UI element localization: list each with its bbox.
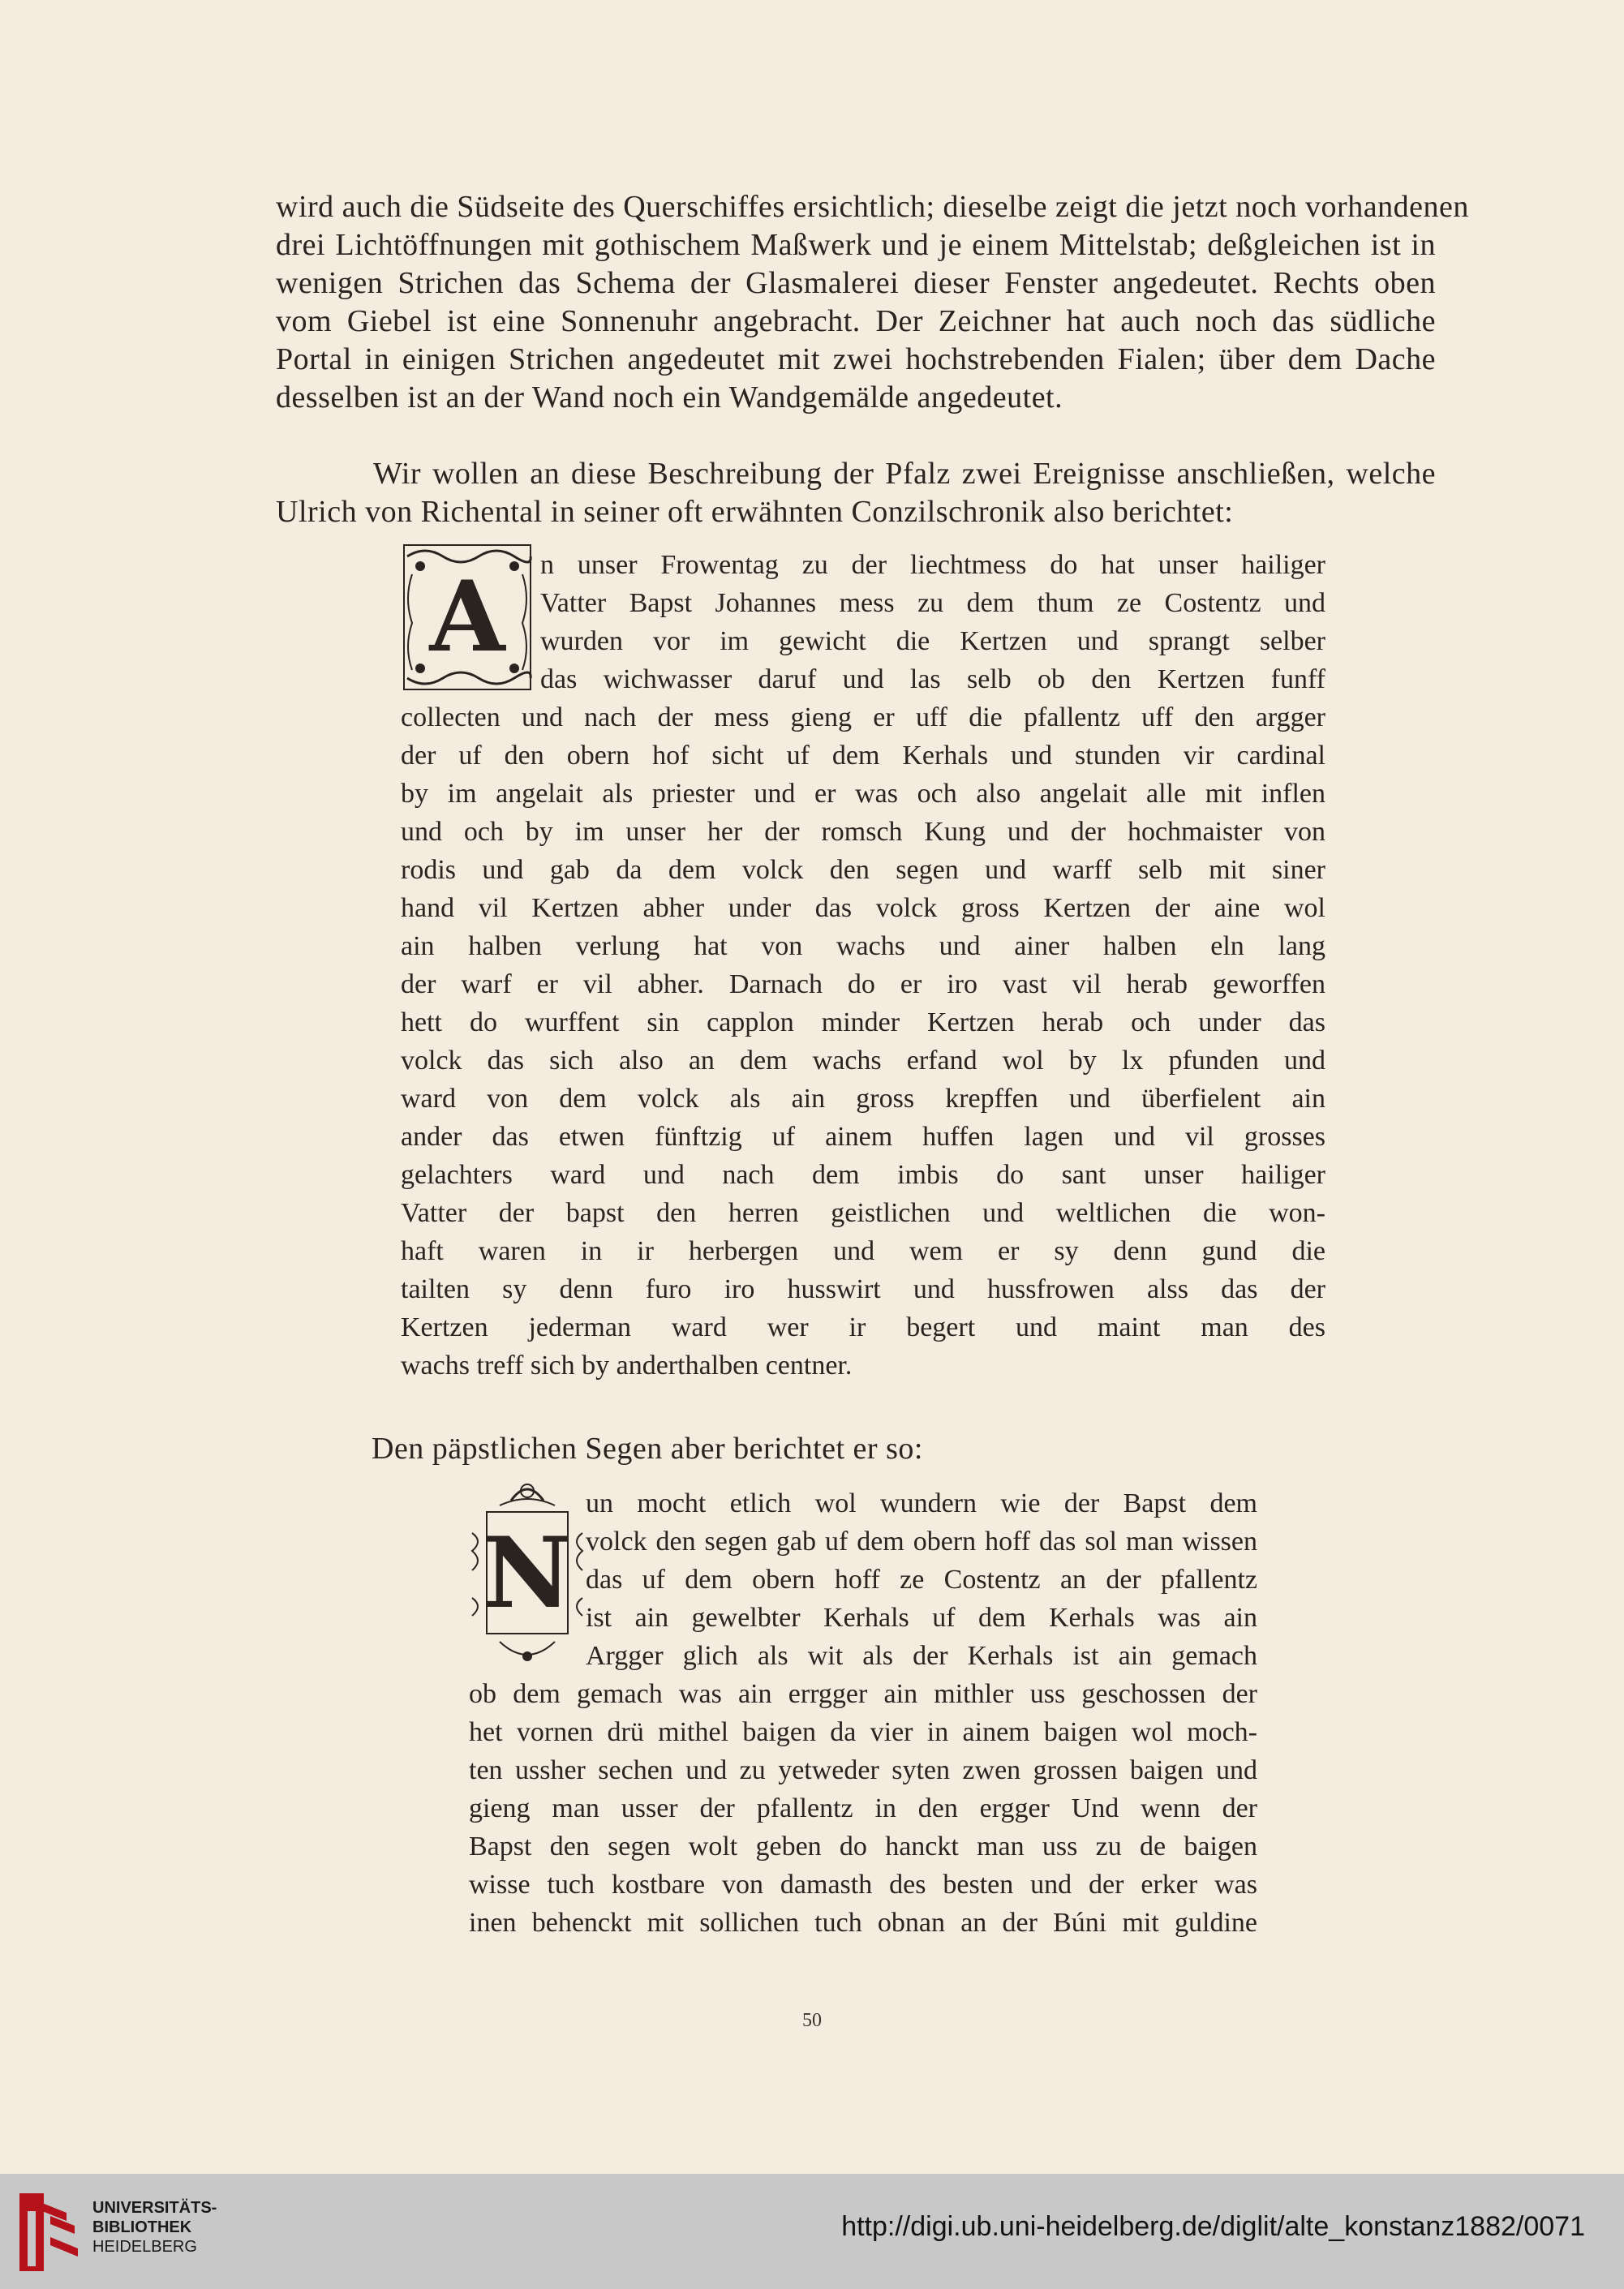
library-name-line: BIBLIOTHEK [92, 2218, 192, 2236]
library-name-line: UNIVERSITÄTS- [92, 2199, 217, 2217]
quote-line: collecten und nach der mess gieng er uff die pfallentz uff den argger [401, 702, 1325, 732]
quote-line: Bapst den segen wolt geben do hanckt man uss zu de baigen [469, 1832, 1257, 1862]
paragraph-introduction [276, 455, 1436, 531]
quote-line: wurden vor im gewicht die Kertzen und sprangt selber [540, 626, 1325, 656]
quote-line: volck den segen gab uf dem obern hoff das sol man wissen [586, 1527, 1257, 1557]
quote-line: un mocht etlich wol wundern wie der Bapst dem [586, 1488, 1257, 1518]
text-line: Den päpstlichen Segen aber berichtet er so: [372, 1432, 923, 1466]
quote-line: rodis und gab da dem volck den segen und warff selb mit siner [401, 855, 1325, 885]
quote-line: ob dem gemach was ain errgger ain mithler uss geschossen der [469, 1679, 1257, 1709]
quote-line: ist ain gewelbter Kerhals uf dem Kerhals was ain [586, 1603, 1257, 1633]
digital-copy-link[interactable]: http://digi.ub.uni-heidelberg.de/diglit/alte_konstanz1882/0071 [841, 2211, 1585, 2242]
quote-line: ander das etwen fünftzig uf ainem huffen lagen und vil grosses [401, 1122, 1325, 1152]
quote-line: Vatter der bapst den herren geistlichen und weltlichen die won- [401, 1198, 1325, 1228]
text-line: wird auch die Südseite des Querschiffes ersichtlich; dieselbe zeigt die jetzt noch vorhandenen [276, 190, 1469, 224]
university-library-logo-icon[interactable] [18, 2188, 84, 2276]
library-footer [0, 2174, 1624, 2289]
quote-line: volck das sich also an dem wachs erfand wol by lx pfunden und [401, 1046, 1325, 1076]
quote-line: und och by im unser her der romsch Kung und der hochmaister von [401, 817, 1325, 847]
quote-line: das wichwasser daruf und las selb ob den Kertzen funff [540, 664, 1325, 694]
text-line: Ulrich von Richental in seiner oft erwähnten Conzilschronik also berichtet: [276, 495, 1234, 529]
quote-papal-blessing [469, 1484, 1257, 1942]
quote-line: gelachters ward und nach dem imbis do sant unser hailiger [401, 1160, 1325, 1190]
quote-line: n unser Frowentag zu der liechtmess do hat unser hailiger [540, 550, 1325, 580]
library-name[interactable] [92, 2198, 217, 2257]
quote-line: tailten sy denn furo iro husswirt und hussfrowen alss das der [401, 1274, 1325, 1304]
text-line: Portal in einigen Strichen angedeutet mit zwei hochstrebenden Fialen; über dem Dache [276, 342, 1436, 376]
paragraph-description [276, 188, 1469, 417]
text-line: vom Giebel ist eine Sonnenuhr angebracht. Der Zeichner hat auch noch das südliche [276, 304, 1436, 338]
page-number: 50 [802, 2010, 822, 2031]
quote-line: gieng man usser der pfallentz in den ergger Und wenn der [469, 1793, 1257, 1823]
text-line: wenigen Strichen das Schema der Glasmalerei dieser Fenster angedeutet. Rechts oben [276, 266, 1436, 300]
quote-line: ward von dem volck als ain gross krepffen und überfielent ain [401, 1084, 1325, 1114]
quote-line: by im angelait als priester und er was och also angelait alle mit inflen [401, 779, 1325, 809]
quote-line: inen behenckt mit sollichen tuch obnan an der Búni mit guldine [469, 1908, 1257, 1938]
library-name-line: HEIDELBERG [92, 2238, 197, 2256]
quote-line: het vornen drü mithel baigen da vier in ainem baigen wol moch- [469, 1717, 1257, 1747]
quote-line: haft waren in ir herbergen und wem er sy denn gund die [401, 1236, 1325, 1266]
initial-letter: A [429, 560, 505, 674]
quote-line: wisse tuch kostbare von damasth des besten und der erker was [469, 1870, 1257, 1900]
quote-line: ain halben verlung hat von wachs und ainer halben eln lang [401, 931, 1325, 961]
quote-line: Argger glich als wit als der Kerhals ist ain gemach [586, 1641, 1257, 1671]
text-line: desselben ist an der Wand noch ein Wandgemälde angedeutet. [276, 380, 1063, 414]
quote-line: wachs treff sich by anderthalben centner. [401, 1351, 853, 1381]
quote-line: hett do wurffent sin capplon minder Kertzen herab och under das [401, 1007, 1325, 1037]
text-line: Wir wollen an diese Beschreibung der Pfalz zwei Ereignisse anschließen, welche [373, 457, 1436, 491]
quote-line: Vatter Bapst Johannes mess zu dem thum ze Costentz und [540, 588, 1325, 618]
initial-letter: N [483, 1516, 572, 1630]
quote-line: ten ussher sechen und zu yetweder syten zwen grossen baigen und [469, 1755, 1257, 1785]
text-line: drei Lichtöffnungen mit gothischem Maßwerk und je einem Mittelstab; deßgleichen ist in [276, 228, 1436, 262]
quote-candlemas [401, 546, 1325, 1385]
quote-line: das uf dem obern hoff ze Costentz an der pfallentz [586, 1565, 1257, 1595]
quote-line: Kertzen jederman ward wer ir begert und maint man des [401, 1312, 1325, 1342]
quote-line: hand vil Kertzen abher under das volck gross Kertzen der aine wol [401, 893, 1325, 923]
quote-line: der warf er vil abher. Darnach do er iro vast vil herab geworffen [401, 969, 1325, 999]
paragraph-blessing-intro [372, 1430, 1183, 1468]
quote-line: der uf den obern hof sicht uf dem Kerhals und stunden vir cardinal [401, 741, 1325, 771]
